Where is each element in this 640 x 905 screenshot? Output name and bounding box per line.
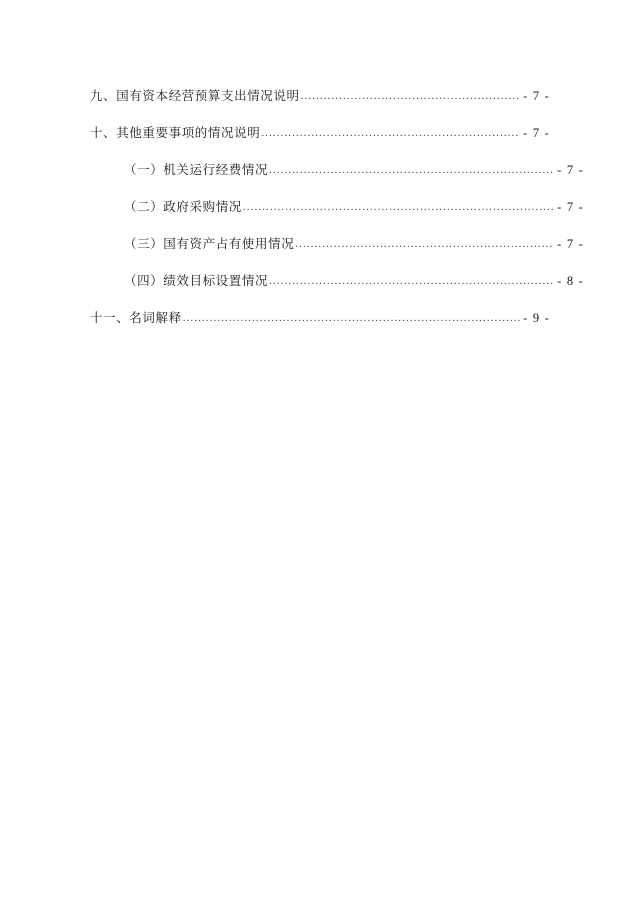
toc-leader-dots	[301, 86, 521, 106]
toc-entry-title: 十一、名词解释	[90, 311, 182, 325]
toc-entry-page: - 7 -	[523, 89, 550, 103]
toc-leader-dots	[269, 160, 554, 180]
toc-entry[interactable]	[90, 123, 550, 144]
toc-entry[interactable]	[90, 160, 584, 181]
toc-entry-page: - 7 -	[557, 237, 584, 251]
toc-entry-page: - 7 -	[557, 200, 584, 214]
toc-entry[interactable]	[90, 86, 550, 107]
toc-entry[interactable]	[90, 271, 584, 292]
toc-leader-dots	[183, 308, 520, 328]
toc-leader-dots	[269, 271, 554, 291]
toc-leader-dots	[243, 197, 554, 217]
table-of-contents	[90, 86, 584, 345]
toc-entry[interactable]	[90, 234, 584, 255]
toc-entry-title: 九、国有资本经营预算支出情况说明	[90, 89, 300, 103]
toc-leader-dots	[295, 234, 554, 254]
toc-entry-page: - 8 -	[557, 274, 584, 288]
toc-entry[interactable]	[90, 197, 584, 218]
toc-entry-title: （三）国有资产占有使用情况	[124, 237, 295, 251]
toc-entry-page: - 7 -	[523, 126, 550, 140]
toc-entry-title: （二）政府采购情况	[124, 200, 242, 214]
toc-entry-title: （一）机关运行经费情况	[124, 163, 269, 177]
toc-entry[interactable]	[90, 308, 550, 329]
toc-leader-dots	[261, 123, 520, 143]
toc-entry-page: - 9 -	[523, 311, 550, 325]
toc-entry-title: 十、其他重要事项的情况说明	[90, 126, 261, 140]
toc-entry-page: - 7 -	[557, 163, 584, 177]
toc-entry-title: （四）绩效目标设置情况	[124, 274, 269, 288]
